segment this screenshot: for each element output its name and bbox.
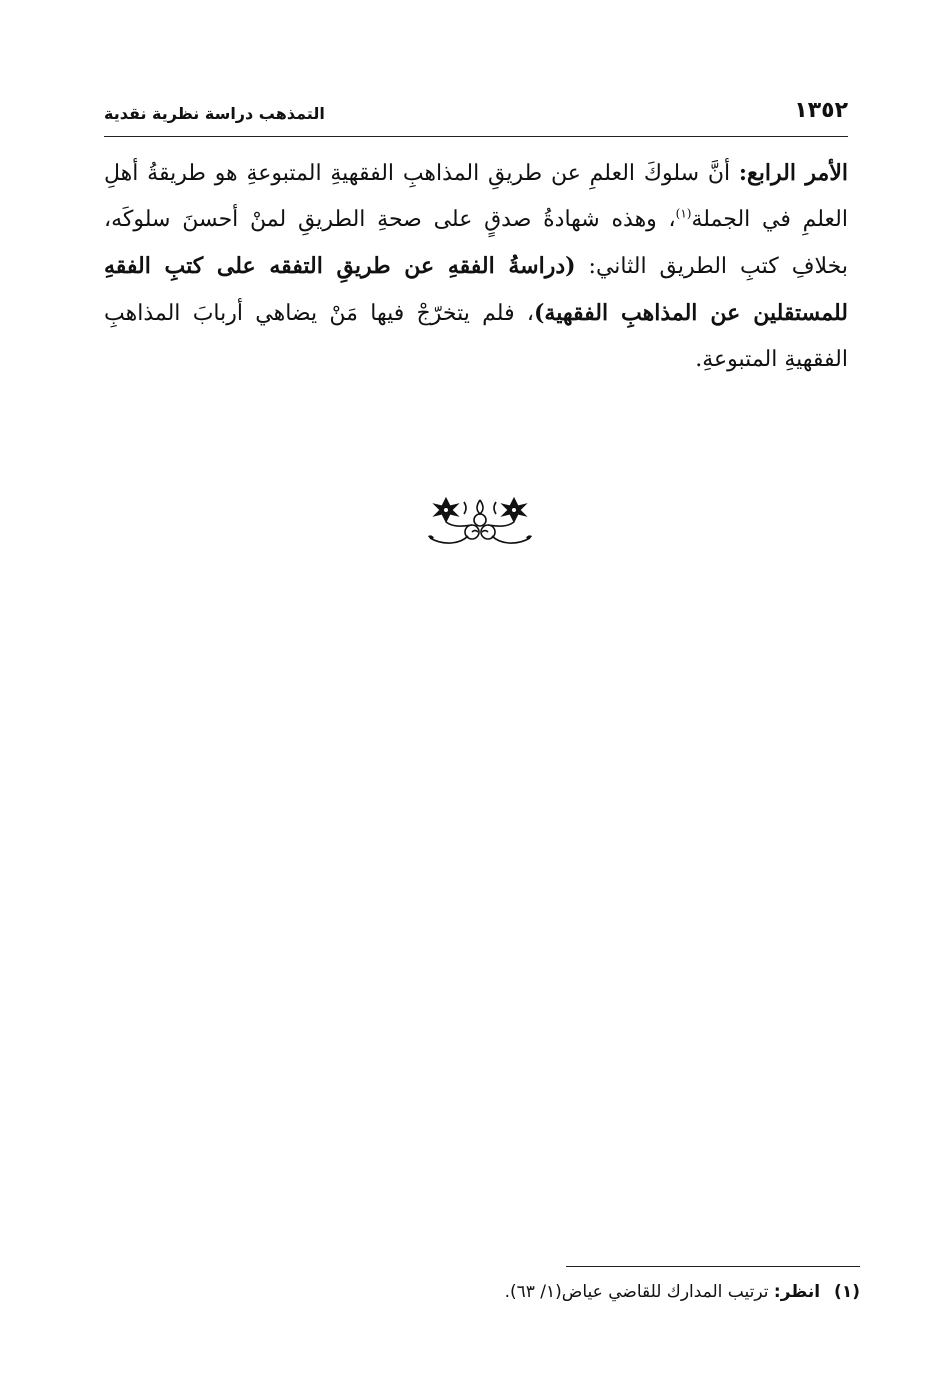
bold-quotation: (دراسةُ الفقهِ عن طريقِ التفقه على كتبِ الفقهِ للمستقلين عن المذاهبِ الفقهية) bbox=[104, 253, 848, 326]
footnote bbox=[380, 1277, 860, 1307]
footnote-rule bbox=[566, 1266, 860, 1267]
footnote-reference[interactable]: (١) bbox=[675, 206, 692, 221]
body-paragraph bbox=[104, 150, 848, 383]
footnote-lead: انظر: bbox=[773, 1282, 821, 1302]
footnote-marker: (١) bbox=[834, 1282, 860, 1302]
header-rule bbox=[104, 136, 848, 137]
body-text-segment: أنَّ سلوكَ العلمِ عن طريقِ المذاهبِ الفقهيةِ المتبوعةِ هو طريقةُ أهلِ العلمِ في الجملة bbox=[104, 161, 848, 232]
footnote-text: ترتيب المدارك للقاضي عياض(١/ ٦٣). bbox=[504, 1282, 774, 1302]
running-title: التمذهب دراسة نظرية نقدية bbox=[104, 104, 325, 123]
paragraph-heading: الأمر الرابع: bbox=[738, 160, 848, 186]
body-text-segment: ، وهذه شهادةُ صدقٍ على صحةِ الطريقِ لمنْ أحسنَ سلوكَه، بخلافِ كتبِ الطريق الثاني: bbox=[104, 207, 848, 279]
page-number: ١٣٥٢ bbox=[794, 98, 848, 123]
body-text-segment: ، فلم يتخرّجْ فيها مَنْ يضاهي أربابَ المذاهبِ الفقهيةِ المتبوعةِ. bbox=[104, 301, 848, 372]
ornament-graphic bbox=[424, 492, 536, 552]
floral-ornament-icon bbox=[424, 492, 536, 552]
running-header bbox=[104, 96, 848, 132]
